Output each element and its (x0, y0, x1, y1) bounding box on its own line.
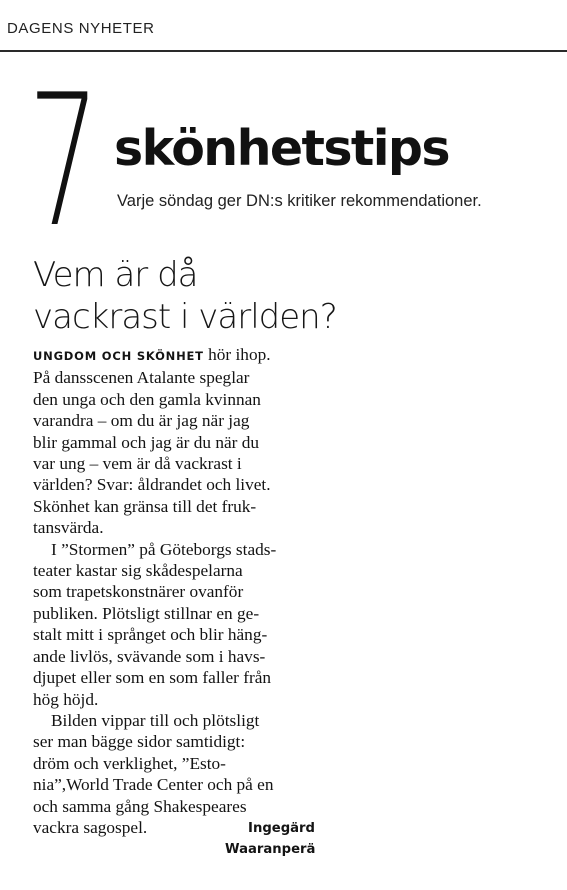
headline-line-1: Vem är då (33, 255, 198, 295)
body-line: dröm och verklighet, ”Esto- (33, 753, 226, 773)
article-byline (225, 818, 315, 860)
body-line: teater kastar sig skådespelarna (33, 561, 243, 581)
body-line: djupet eller som en som faller från (33, 668, 272, 688)
body-text: hör ihop. (203, 345, 271, 364)
body-line: På dansscenen Atalante speglar (33, 368, 250, 388)
body-line: och samma gång Shakespeares (33, 796, 247, 816)
feature-number: 7 (28, 55, 100, 267)
body-line: som trapetskonstnärer ovanför (33, 582, 244, 602)
body-line: ande livlös, svävande som i havs- (33, 646, 266, 666)
article-headline (33, 254, 363, 338)
masthead-rule (0, 50, 567, 52)
article-kicker: UNGDOM OCH SKÖNHET (33, 349, 204, 363)
body-line: hög höjd. (33, 689, 99, 709)
body-line-1 (33, 344, 323, 367)
body-line: nia”,World Trade Center och på en (33, 775, 274, 795)
body-line: vackra sagospel. (33, 817, 148, 837)
body-line: Skönhet kan gränsa till det fruk- (33, 496, 257, 516)
masthead: DAGENS NYHETER (7, 20, 155, 37)
body-line: stalt mitt i språnget och blir häng- (33, 625, 268, 645)
article-body (33, 344, 323, 838)
body-line: blir gammal och jag är du när du (33, 432, 260, 452)
headline-line-2: vackrast i världen? (33, 297, 337, 337)
body-line: ser man bägge sidor samtidigt: (33, 732, 246, 752)
byline-last-name: Waaranperä (225, 842, 316, 857)
body-line: I ”Stormen” på Göteborgs stads- (51, 539, 277, 559)
body-line: Bilden vippar till och plötsligt (51, 710, 260, 730)
body-line: den unga och den gamla kvinnan (33, 389, 261, 409)
feature-title: skönhetstips (114, 120, 449, 177)
feature-subtitle: Varje söndag ger DN:s kritiker rekommendationer. (117, 192, 482, 210)
body-line: varandra – om du är jag när jag (33, 411, 250, 431)
body-line: tansvärda. (33, 518, 104, 538)
byline-first-name: Ingegärd (248, 821, 315, 836)
body-line: världen? Svar: åldrandet och livet. (33, 475, 271, 495)
body-line: var ung – vem är då vackrast i (33, 454, 242, 474)
body-line: publiken. Plötsligt stillnar en ge- (33, 603, 260, 623)
